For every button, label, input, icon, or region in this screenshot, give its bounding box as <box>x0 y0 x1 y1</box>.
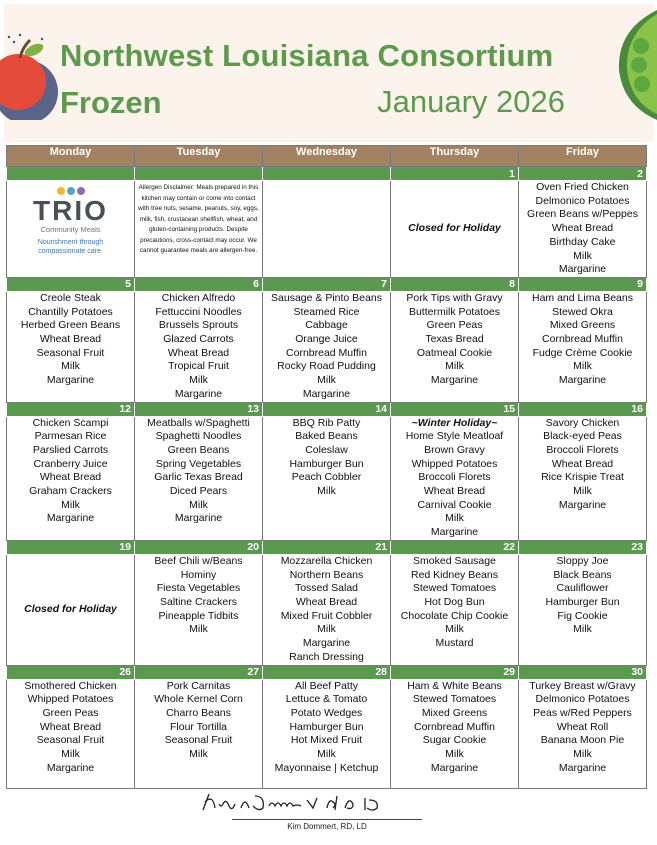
menu-item: Seasonal Fruit <box>36 346 105 359</box>
date-number: 7 <box>263 277 391 291</box>
menu-item: Green Beans w/Peppes <box>527 208 638 221</box>
menu-item: Cabbage <box>305 319 348 332</box>
menu-item: Fettuccini Noodles <box>155 305 242 318</box>
menu-item: Ham & White Beans <box>407 679 502 692</box>
menu-item: Rocky Road Pudding <box>277 360 376 373</box>
menu-item: Parmesan Rice <box>34 430 107 443</box>
date-number: 30 <box>519 665 647 679</box>
logo-tagline: Nourishment through compassionate care. <box>37 239 104 255</box>
menu-item: Chicken Alfredo <box>161 291 236 304</box>
menu-item: Diced Pears <box>169 485 228 498</box>
menu-cell <box>519 181 647 278</box>
menu-item: Fiesta Vegetables <box>156 582 241 595</box>
date-number: 20 <box>135 540 263 554</box>
menu-item: Margarine <box>430 526 479 539</box>
menu-item: Wheat Bread <box>39 720 102 733</box>
logo-name: TRIO <box>33 197 108 225</box>
signature-line <box>232 819 422 820</box>
menu-item: Seasonal Fruit <box>36 734 105 747</box>
handwritten-signature <box>195 788 425 818</box>
menu-item: Green Peas <box>426 319 483 332</box>
menu-item: Margarine <box>46 761 95 774</box>
menu-item: Margarine <box>46 374 95 387</box>
title-month: January 2026 <box>377 84 565 119</box>
menu-cell <box>391 291 519 402</box>
menu-cell <box>391 416 519 540</box>
menu-item: Broccoli Florets <box>546 443 619 456</box>
menu-item: Smothered Chicken <box>24 679 117 692</box>
menu-item: Whole Kernel Corn <box>154 693 243 706</box>
menu-item: Green Beans <box>167 443 230 456</box>
day-header-friday: Friday <box>519 146 647 167</box>
menu-item: Milk <box>573 249 592 262</box>
menu-item: Fig Cookie <box>557 609 608 622</box>
title-frozen: Frozen <box>60 85 162 120</box>
date-number: 8 <box>391 277 519 291</box>
menu-item: Charro Beans <box>166 706 231 719</box>
menu-item: Margarine <box>558 263 607 276</box>
menu-item: Mixed Fruit Cobbler <box>280 609 373 622</box>
holiday-label: ~Winter Holiday~ <box>411 416 498 429</box>
menu-item: Milk <box>445 748 464 761</box>
date-number <box>135 167 263 181</box>
menu-item: Birthday Cake <box>549 235 616 248</box>
menu-cell <box>7 416 135 540</box>
date-number: 6 <box>135 277 263 291</box>
date-number: 15 <box>391 402 519 416</box>
menu-item: Sloppy Joe <box>556 554 609 567</box>
menu-item: Stewed Okra <box>552 305 613 318</box>
logo-subtitle: Community Meals <box>40 225 101 234</box>
menu-item: Margarine <box>558 374 607 387</box>
menu-item: Milk <box>61 360 80 373</box>
menu-cell <box>7 679 135 788</box>
menu-item: Milk <box>445 360 464 373</box>
date-row <box>7 402 647 416</box>
menu-item: Tossed Salad <box>294 582 359 595</box>
menu-item: Ranch Dressing <box>289 650 364 663</box>
menu-item: Delmonico Potatoes <box>535 693 630 706</box>
menu-item: Whipped Potatoes <box>27 693 114 706</box>
closed-for-holiday-label: Closed for Holiday <box>24 602 117 615</box>
menu-item: Wheat Bread <box>167 346 230 359</box>
menu-item: Herbed Green Beans <box>20 319 121 332</box>
logo-dots-icon <box>7 187 134 197</box>
menu-item: Cranberry Juice <box>33 457 108 470</box>
menu-item: Wheat Bread <box>295 595 358 608</box>
menu-item: Chantilly Potatoes <box>28 305 113 318</box>
date-row <box>7 277 647 291</box>
date-number: 27 <box>135 665 263 679</box>
menu-item: BBQ Rib Patty <box>292 416 361 429</box>
menu-cell <box>391 679 519 788</box>
menu-item: Lettuce & Tomato <box>285 693 368 706</box>
date-number: 28 <box>263 665 391 679</box>
menu-item: Black Beans <box>553 568 612 581</box>
menu-item: Oatmeal Cookie <box>416 346 493 359</box>
menu-item: Margarine <box>174 512 223 525</box>
menu-item: Brown Gravy <box>424 443 485 456</box>
menu-cell <box>519 554 647 665</box>
menu-calendar <box>6 145 647 789</box>
menu-item: Smoked Sausage <box>413 554 496 567</box>
menu-item: Cornbread Muffin <box>542 333 623 346</box>
menu-cell <box>263 554 391 665</box>
menu-cell <box>263 291 391 402</box>
menu-item: Turkey Breast w/Gravy <box>529 679 636 692</box>
menu-item: Milk <box>61 748 80 761</box>
logo-cell <box>7 181 135 278</box>
menu-item: Coleslaw <box>305 443 348 456</box>
menu-item: Potato Wedges <box>290 706 363 719</box>
date-number: 16 <box>519 402 647 416</box>
menu-item: Wheat Roll <box>556 720 609 733</box>
menu-item: Carnival Cookie <box>417 498 492 511</box>
menu-item: Northern Beans <box>289 568 364 581</box>
menu-item: Cornbread Muffin <box>286 346 367 359</box>
menu-item: Orange Juice <box>295 333 358 346</box>
menu-item: Ham and Lima Beans <box>532 291 633 304</box>
menu-item: Hamburger Bun <box>289 720 364 733</box>
date-number: 9 <box>519 277 647 291</box>
menu-item: Margarine <box>558 498 607 511</box>
menu-item: Margarine <box>430 374 479 387</box>
menu-item: Chicken Scampi <box>32 416 109 429</box>
day-header-tuesday: Tuesday <box>135 146 263 167</box>
menu-item: Margarine <box>302 637 351 650</box>
title-consortium: Northwest Louisiana Consortium <box>60 38 554 73</box>
pea-pod-illustration <box>609 10 657 120</box>
menu-item: Hominy <box>180 568 217 581</box>
menu-item: Milk <box>317 485 336 498</box>
menu-item: Whipped Potatoes <box>411 457 498 470</box>
menu-item: Wheat Bread <box>39 471 102 484</box>
menu-cell <box>135 291 263 402</box>
menu-item: Wheat Bread <box>39 333 102 346</box>
menu-item: Mayonnaise | Ketchup <box>274 761 379 774</box>
menu-cell <box>135 554 263 665</box>
menu-item: Milk <box>189 498 208 511</box>
menu-item: Home Style Meatloaf <box>405 430 504 443</box>
date-number: 2 <box>519 167 647 181</box>
menu-item: Milk <box>317 623 336 636</box>
date-number: 22 <box>391 540 519 554</box>
menu-item: Stewed Tomatoes <box>412 582 497 595</box>
menu-item: Oven Fried Chicken <box>536 181 629 193</box>
menu-item: Stewed Tomatoes <box>412 693 497 706</box>
menu-row <box>7 554 647 665</box>
menu-item: Milk <box>61 498 80 511</box>
menu-item: Sugar Cookie <box>422 734 487 747</box>
day-header-row <box>7 146 647 167</box>
menu-item: Milk <box>317 748 336 761</box>
menu-cell <box>263 679 391 788</box>
menu-item: Wheat Bread <box>551 222 614 235</box>
date-number <box>263 167 391 181</box>
allergen-disclaimer-cell <box>135 181 263 278</box>
menu-item: Margarine <box>430 761 479 774</box>
menu-item: Milk <box>189 748 208 761</box>
menu-item: Rice Krispie Treat <box>541 471 624 484</box>
menu-item: Hot Mixed Fruit <box>290 734 363 747</box>
date-number: 13 <box>135 402 263 416</box>
menu-item: Delmonico Potatoes <box>535 194 630 207</box>
menu-cell <box>7 291 135 402</box>
menu-cell <box>391 554 519 665</box>
menu-item: Peach Cobbler <box>291 471 362 484</box>
menu-item: Savory Chicken <box>545 416 620 429</box>
menu-item: Margarine <box>558 761 607 774</box>
date-number: 29 <box>391 665 519 679</box>
menu-item: Milk <box>445 512 464 525</box>
date-row <box>7 665 647 679</box>
date-number: 19 <box>7 540 135 554</box>
allergen-disclaimer: Allergen Disclaimer: Meals prepared in this kitchen may contain or come into contact with tree nuts, sesame, peanuts, soy, eggs, milk, fish, crustacean shellfish, wheat, and gluten-containing products. Despite precautions, cross-contact may occur. We cannot guarantee meals are allergen-free. <box>138 184 259 254</box>
menu-item: Mustard <box>435 637 474 650</box>
date-number: 1 <box>391 167 519 181</box>
menu-item: Spring Vegetables <box>155 457 242 470</box>
menu-cell <box>519 291 647 402</box>
menu-item: Hamburger Bun <box>289 457 364 470</box>
menu-item: Milk <box>573 623 592 636</box>
menu-row <box>7 291 647 402</box>
closed-cell <box>391 181 519 278</box>
menu-item: Pineapple Tidbits <box>158 609 239 622</box>
menu-item: Wheat Bread <box>423 485 486 498</box>
menu-item: Pork Tips with Gravy <box>406 291 503 304</box>
apple-illustration <box>0 10 60 120</box>
menu-row <box>7 679 647 788</box>
trio-logo <box>7 181 134 256</box>
menu-item: Fudge Crème Cookie <box>532 346 633 359</box>
menu-item: Brussels Sprouts <box>158 319 239 332</box>
menu-item: Spaghetti Noodles <box>155 430 242 443</box>
menu-item: Seasonal Fruit <box>164 734 233 747</box>
menu-item: Baked Beans <box>295 430 358 443</box>
menu-cell <box>263 416 391 540</box>
menu-item: Margarine <box>46 512 95 525</box>
date-row <box>7 540 647 554</box>
menu-item: Milk <box>573 485 592 498</box>
menu-item: Milk <box>189 623 208 636</box>
menu-item: Milk <box>189 374 208 387</box>
menu-item: Milk <box>445 623 464 636</box>
menu-item: Saltine Crackers <box>159 595 238 608</box>
menu-item: Mixed Greens <box>421 706 488 719</box>
menu-item: Pork Carnitas <box>166 679 231 692</box>
menu-row <box>7 416 647 540</box>
menu-item: Margarine <box>302 387 351 400</box>
menu-item: Steamed Rice <box>293 305 360 318</box>
menu-item: Broccoli Florets <box>418 471 491 484</box>
date-number: 23 <box>519 540 647 554</box>
menu-item: Black-eyed Peas <box>543 430 622 443</box>
dietitian-name: Kim Dommert, RD, LD <box>287 822 367 831</box>
date-number: 14 <box>263 402 391 416</box>
menu-item: Garlic Texas Bread <box>154 471 243 484</box>
empty-cell <box>263 181 391 278</box>
date-number: 12 <box>7 402 135 416</box>
menu-item: Banana Moon Pie <box>540 734 625 747</box>
day-header-monday: Monday <box>7 146 135 167</box>
menu-item: Parslied Carrots <box>32 443 109 456</box>
day-header-wednesday: Wednesday <box>263 146 391 167</box>
date-number: 26 <box>7 665 135 679</box>
menu-item: Cauliflower <box>556 582 609 595</box>
date-number: 5 <box>7 277 135 291</box>
menu-item: Chocolate Chip Cookie <box>400 609 509 622</box>
menu-item: Peas w/Red Peppers <box>533 706 632 719</box>
menu-item: Glazed Carrots <box>163 333 234 346</box>
date-number <box>7 167 135 181</box>
day-header-thursday: Thursday <box>391 146 519 167</box>
menu-item: Tropical Fruit <box>168 360 229 373</box>
date-row <box>7 167 647 181</box>
menu-cell <box>135 416 263 540</box>
menu-item: Meatballs w/Spaghetti <box>147 416 250 429</box>
menu-item: Sausage & Pinto Beans <box>271 291 382 304</box>
closed-cell <box>7 554 135 665</box>
menu-item: Green Peas <box>42 706 99 719</box>
menu-cell <box>519 679 647 788</box>
menu-item: Hot Dog Bun <box>424 595 485 608</box>
menu-cell <box>135 679 263 788</box>
menu-item: Mozzarella Chicken <box>280 554 373 567</box>
menu-item: Texas Bread <box>425 333 484 346</box>
menu-cell <box>519 416 647 540</box>
menu-item: Mixed Greens <box>549 319 616 332</box>
closed-for-holiday-label: Closed for Holiday <box>408 222 501 235</box>
menu-item: Creole Steak <box>40 291 101 304</box>
menu-item: Hamburger Bun <box>545 595 620 608</box>
menu-row <box>7 181 647 278</box>
menu-item: All Beef Patty <box>294 679 359 692</box>
menu-item: Buttermilk Potatoes <box>408 305 501 318</box>
menu-item: Milk <box>573 748 592 761</box>
menu-item: Beef Chili w/Beans <box>154 554 243 567</box>
menu-item: Milk <box>573 360 592 373</box>
date-number: 21 <box>263 540 391 554</box>
menu-item: Graham Crackers <box>29 485 112 498</box>
menu-item: Margarine <box>174 387 223 400</box>
menu-item: Cornbread Muffin <box>414 720 495 733</box>
menu-item: Red Kidney Beans <box>411 568 498 581</box>
menu-item: Wheat Bread <box>551 457 614 470</box>
menu-item: Milk <box>317 374 336 387</box>
menu-item: Flour Tortilla <box>170 720 227 733</box>
